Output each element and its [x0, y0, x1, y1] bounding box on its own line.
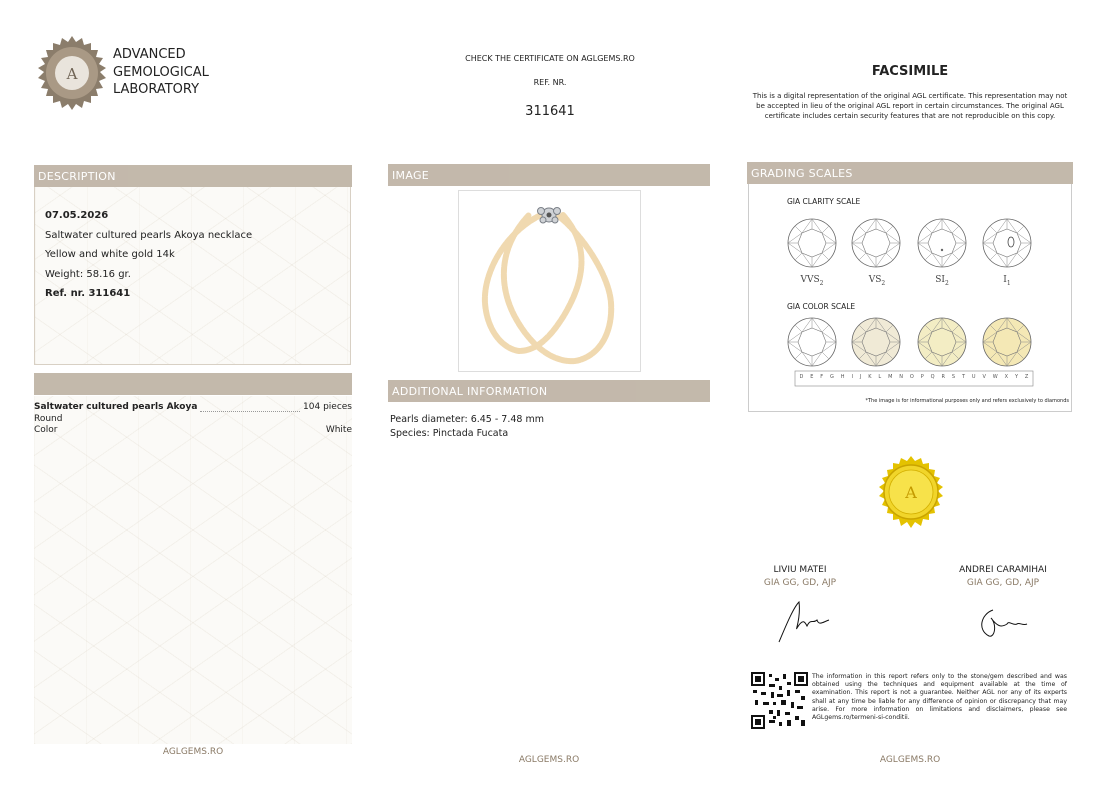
item-count: 104 pieces — [303, 402, 352, 412]
description-ref: Ref. nr. 311641 — [45, 288, 131, 300]
color-scale-letter: S — [951, 374, 956, 380]
color-scale-letter: T — [961, 374, 965, 380]
description-panel — [34, 187, 351, 365]
signer-2-name: ANDREI CARAMIHAI — [959, 565, 1047, 575]
gold-seal — [874, 456, 948, 530]
color-scale-letter: X — [1004, 374, 1009, 380]
clarity-grade-vs: $VS_2$ — [868, 275, 886, 287]
clarity-diamonds — [788, 219, 1031, 267]
signature-1-drawing — [775, 598, 835, 648]
signature-2 — [975, 600, 1031, 644]
gold-seal-icon — [874, 456, 948, 530]
pearl-necklace-image — [459, 191, 640, 371]
disclaimer-text: The information in this report refers only to the stone/gem described and was obtained using the techniques and equipment available at the time of examination. This report is not a guarantee. Neither AGL nor any of its experts shall at any time be liable for any difference of opinion or discrepancy that may arise. For more information on limitations and disclaimers, please see AGLgems.ro/termeni-si-conditii. — [812, 673, 1067, 722]
grading-panel — [748, 184, 1072, 412]
grading-header: GRADING SCALES — [747, 162, 1073, 184]
ref-number: 311641 — [525, 104, 575, 119]
color-scale-letter: Z — [1024, 374, 1029, 380]
color-scale-letter: L — [878, 374, 882, 380]
agl-seal-icon — [34, 36, 110, 112]
facsimile-title: FACSIMILE — [871, 64, 949, 79]
signer-1-name: LIVIU MATEI — [773, 565, 827, 575]
lab-name-line1: ADVANCED — [113, 47, 186, 62]
color-scale-letter: K — [868, 374, 872, 380]
color-title: GIA COLOR SCALE — [787, 302, 856, 311]
color-scale-letter: Y — [1014, 374, 1018, 380]
item-shape: Round — [34, 413, 63, 424]
signer-2 — [923, 565, 1083, 588]
footer-site-2: AGLGEMS.RO — [518, 755, 580, 765]
signer-1 — [720, 565, 880, 588]
product-image — [458, 190, 641, 372]
ref-label: REF. NR. — [533, 78, 567, 87]
color-scale-letter: Q — [930, 374, 935, 380]
color-scale-letter: E — [810, 374, 814, 380]
lab-name — [113, 46, 209, 99]
signature-2-drawing — [975, 600, 1031, 644]
color-scale-letter: M — [888, 374, 893, 380]
color-scale-letter: G — [830, 374, 834, 380]
description-date: 07.05.2026 — [45, 210, 109, 221]
color-scale-letter: J — [859, 374, 862, 380]
signer-1-credentials: GIA GG, GD, AJP — [763, 578, 837, 588]
color-scale-letters — [796, 374, 1032, 380]
pearl-diameter: Pearls diameter: 6.45 - 7.48 mm — [390, 414, 544, 425]
agl-logo — [34, 36, 110, 112]
image-header: IMAGE — [388, 164, 710, 186]
signer-2-credentials: GIA GG, GD, AJP — [966, 578, 1040, 588]
color-scale-letter: V — [982, 374, 986, 380]
description-weight: Weight: 58.16 gr. — [45, 268, 131, 280]
color-value: White — [325, 425, 352, 435]
pearl-species: Species: Pinctada Fucata — [390, 428, 509, 439]
additional-info-text — [390, 413, 544, 441]
clarity-title: GIA CLARITY SCALE — [787, 197, 861, 206]
description-line2: Yellow and white gold 14k — [45, 249, 175, 261]
svg-text:A: A — [66, 65, 78, 83]
color-scale-letter: N — [899, 374, 904, 380]
facsimile-text: This is a digital representation of the original AGL certificate. This representation may not be accepted in lieu of the original AGL report in certain circumstances. The original AGL certificate includes certain security features that are not reproducible on this copy. — [752, 92, 1068, 120]
color-scale-letter: D — [799, 374, 804, 380]
footer-site-1: AGLGEMS.RO — [162, 747, 224, 757]
additional-info-header: ADDITIONAL INFORMATION — [388, 380, 710, 402]
description-line1: Saltwater cultured pearls Akoya necklace — [45, 229, 253, 241]
check-certificate-text: CHECK THE CERTIFICATE ON AGLGEMS.RO — [465, 54, 635, 63]
qr-code-icon — [751, 672, 808, 729]
signature-1 — [775, 598, 835, 648]
clarity-grade-i: $I_1$ — [1003, 275, 1011, 287]
clarity-labels — [788, 275, 1031, 287]
color-scale-letter: I — [851, 374, 853, 380]
description-header: DESCRIPTION — [34, 165, 352, 187]
lab-name-line3: LABORATORY — [113, 82, 200, 97]
color-label: Color — [34, 425, 58, 435]
clarity-grade-si: $SI_2$ — [935, 275, 949, 287]
details-panel — [34, 396, 352, 744]
color-scale-letter: F — [820, 374, 824, 380]
lab-name-line2: GEMOLOGICAL — [113, 64, 209, 80]
color-scale-letter: R — [941, 374, 945, 380]
svg-text:A: A — [905, 483, 917, 502]
qr-code[interactable] — [751, 672, 808, 729]
details-header-bar — [34, 373, 352, 395]
color-scale-letter: P — [920, 374, 924, 380]
color-scale-letter: O — [909, 374, 914, 380]
grading-note: *The image is for informational purposes only and refers exclusively to diamonds — [865, 398, 1069, 404]
item-name: Saltwater cultured pearls Akoya — [34, 402, 198, 412]
color-diamonds — [788, 318, 1031, 366]
clarity-grade-vvs: $VVS_2$ — [800, 275, 824, 287]
color-scale-letter: U — [971, 374, 976, 380]
footer-site-3: AGLGEMS.RO — [879, 755, 941, 765]
color-scale-letter: W — [992, 374, 998, 380]
color-scale-letter: H — [840, 374, 845, 380]
